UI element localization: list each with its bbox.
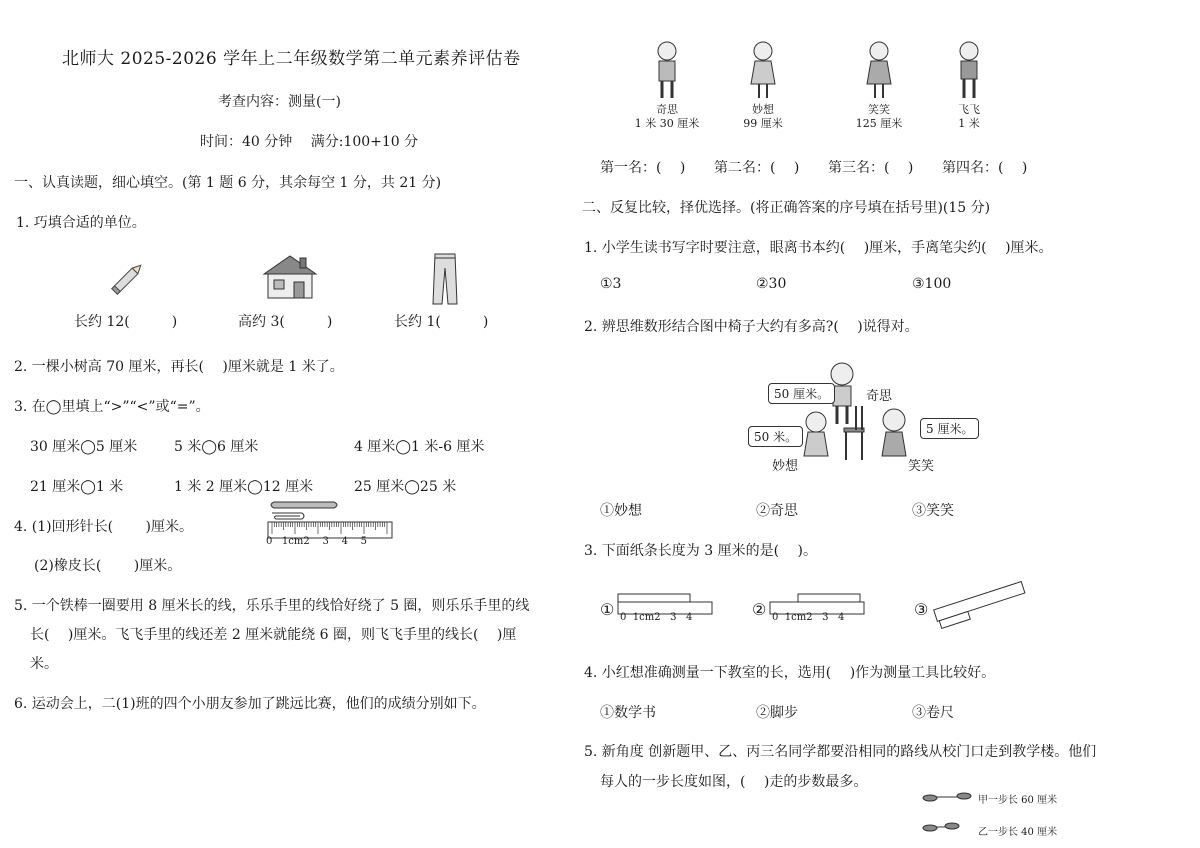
kid-name: 笑笑 [868, 103, 890, 116]
rank-4: 第四名：( ) [942, 160, 1028, 176]
footprints-jia-icon [922, 790, 974, 804]
tick-label: 3 [670, 612, 677, 623]
kid-score: 125 厘米 [855, 117, 903, 130]
kid-miaoxiang-icon [746, 40, 780, 102]
tick-label: 3 [322, 536, 329, 547]
kid-label [723, 103, 803, 131]
s2-q5-line1: 5. 新角度 创新题甲、乙、丙三名同学都要沿相同的路线从校门口走到教学楼。他们 [584, 744, 1097, 760]
q3-r1c1: 30 厘米◯5 厘米 [30, 439, 138, 455]
q4-ruler-labels [266, 536, 367, 547]
q3-r2c2: 1 米 2 厘米◯12 厘米 [174, 479, 314, 495]
kid-label [627, 103, 707, 131]
rank-1: 第一名：( ) [600, 160, 686, 176]
kid-score: 1 米 [958, 117, 980, 130]
pants-icon [430, 252, 460, 306]
q5-line2: 长( )厘米。飞飞手里的线还差 2 厘米就能绕 6 圈，则飞飞手里的线长( )厘 [30, 627, 517, 643]
s2-q2-opt2: ②奇思 [756, 503, 798, 519]
q5-line3: 米。 [30, 656, 58, 672]
q1-item-pants: 长约 1( ) [394, 314, 489, 330]
name-miaoxiang: 妙想 [772, 459, 799, 474]
ruler-option-3-label: ③ [914, 600, 929, 619]
kid-label [839, 103, 919, 131]
q3-r1c3: 4 厘米◯1 米-6 厘米 [354, 439, 485, 455]
ruler-1-ticks [620, 612, 692, 623]
ruler-option-3 [928, 576, 1028, 632]
s2-q3-text: 3. 下面纸条长度为 3 厘米的是( )。 [584, 543, 817, 559]
s2-q4-opt3: ③卷尺 [912, 705, 954, 721]
s2-q1-text: 1. 小学生读书写字时要注意，眼离书本约( )厘米，手离笔尖约( )厘米。 [584, 240, 1053, 256]
bubble-qisi: 50 厘米。 [768, 383, 835, 404]
q5-line1: 5. 一个铁棒一圈要用 8 厘米长的线，乐乐手里的线恰好绕了 5 圈，则乐乐手里的线 [14, 598, 530, 614]
q2-text: 2. 一棵小树高 70 厘米，再长( )厘米就是 1 米了。 [14, 359, 344, 375]
q4b-text: (2)橡皮长( )厘米。 [34, 558, 182, 574]
tick-label: 5 [360, 536, 368, 547]
house-icon [258, 252, 322, 302]
tick-label: 1cm [632, 612, 655, 623]
kid-score: 1 米 30 厘米 [634, 117, 700, 130]
tick-label: 2 [654, 612, 661, 623]
kid-label [929, 103, 1009, 131]
footprints-yi-icon [922, 820, 974, 834]
rank-2: 第二名：( ) [714, 160, 800, 176]
q6-text: 6. 运动会上，二(1)班的四个小朋友参加了跳远比赛，他们的成绩分别如下。 [14, 696, 486, 712]
s2-q2-opt1: ①妙想 [600, 503, 642, 519]
q1-text: 1. 巧填合适的单位。 [16, 215, 146, 231]
page-title: 北师大 2025-2026 学年上二年级数学第二单元素养评估卷 [62, 49, 521, 69]
exam-content: 考查内容：测量(一) [218, 94, 341, 110]
tick-label: 3 [822, 612, 829, 623]
step-yi: 乙一步长 40 厘米 [978, 827, 1058, 838]
tick-label: 1cm [281, 536, 304, 547]
paperclip-shape [272, 513, 304, 519]
time-score: 时间：40 分钟 满分:100+10 分 [200, 134, 419, 150]
s2-q4-text: 4. 小红想准确测量一下教室的长，选用( )作为测量工具比较好。 [584, 665, 996, 681]
ruler-option-1-label: ① [600, 600, 615, 619]
section1-heading: 一、认真读题，细心填空。(第 1 题 6 分，其余每空 1 分，共 21 分) [14, 175, 442, 191]
s2-q4-opt1: ①数学书 [600, 705, 656, 721]
s2-q2-opt3: ③笑笑 [912, 503, 954, 519]
name-xiaoxiao: 笑笑 [908, 459, 935, 474]
tick-label: 4 [341, 536, 348, 547]
ruler-option-2-label: ② [752, 600, 767, 619]
s2-q1-opt2: ②30 [756, 276, 787, 292]
bubble-miaoxiang: 50 米。 [748, 426, 803, 447]
kid-xiaoxiao-icon [862, 40, 896, 102]
pencil-icon [108, 258, 148, 298]
q3-r2c3: 25 厘米◯25 米 [354, 479, 457, 495]
tick-label: 0 [772, 612, 779, 623]
q3-r1c2: 5 米◯6 厘米 [174, 439, 259, 455]
tick-label: 4 [838, 612, 845, 623]
name-qisi: 奇思 [866, 389, 893, 404]
tick-label: 2 [303, 536, 310, 547]
rank-3: 第三名：( ) [828, 160, 914, 176]
q4a-text: 4. (1)回形针长( )厘米。 [14, 519, 194, 535]
kid-feifei-icon [952, 40, 986, 102]
tick-label: 1cm [784, 612, 807, 623]
q1-item-house: 高约 3( ) [238, 314, 333, 330]
kid-name: 奇思 [656, 103, 678, 116]
kid-name: 飞飞 [958, 103, 980, 116]
kid-name: 妙想 [752, 103, 774, 116]
ruler-2-ticks [772, 612, 844, 623]
kid-score: 99 厘米 [743, 117, 783, 130]
kid-qisi-icon [650, 40, 684, 102]
s2-q2-text: 2. 辨思维数形结合图中椅子大约有多高?( )说得对。 [584, 319, 919, 335]
q1-item-pencil: 长约 12( ) [74, 314, 178, 330]
tick-label: 0 [266, 536, 273, 547]
s2-q5-line2: 每人的一步长度如图，( )走的步数最多。 [600, 774, 868, 790]
s2-q1-opt3: ③100 [912, 276, 952, 292]
s2-q1-opt1: ①3 [600, 276, 622, 292]
eraser-shape [271, 502, 337, 508]
tick-label: 2 [806, 612, 813, 623]
tick-label: 4 [686, 612, 693, 623]
bubble-xiaoxiao: 5 厘米。 [920, 418, 979, 439]
section2-heading: 二、反复比较，择优选择。(将正确答案的序号填在括号里)(15 分) [582, 200, 991, 216]
tick-label: 0 [620, 612, 627, 623]
q3-r2c1: 21 厘米◯1 米 [30, 479, 124, 495]
step-jia: 甲一步长 60 厘米 [978, 795, 1058, 806]
q3-text: 3. 在◯里填上“>”“<”或“=”。 [14, 399, 210, 415]
s2-q4-opt2: ②脚步 [756, 705, 798, 721]
